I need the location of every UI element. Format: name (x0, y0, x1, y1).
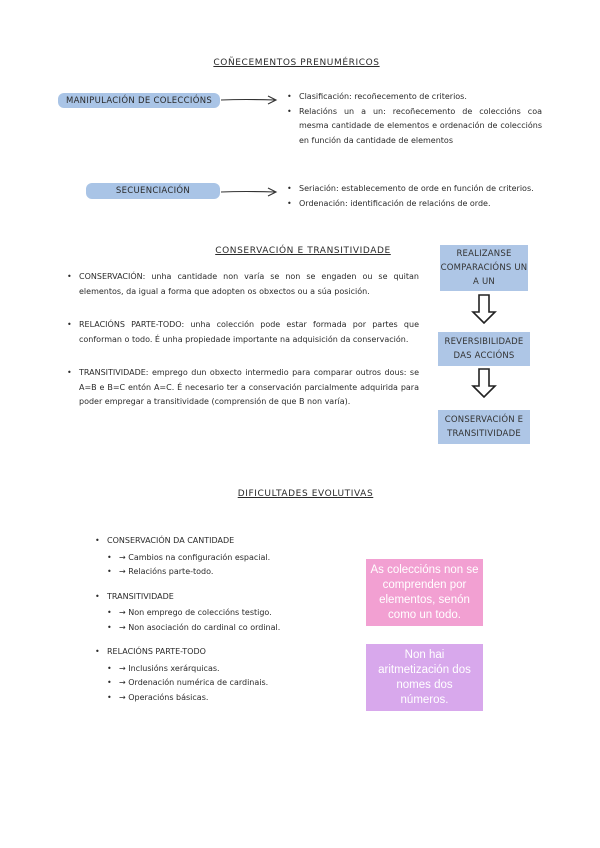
sub-item: • → Relacións parte-todo. (107, 565, 335, 580)
list-item (95, 590, 335, 636)
group-label: RELACIÓNS PARTE-TODO (107, 647, 206, 656)
section-title-dificultades: DIFICULTADES EVOLUTIVAS (237, 489, 374, 499)
label-manipulacion: MANIPULACIÓN DE COLECCIÓNS (58, 93, 220, 108)
conservacion-list (67, 270, 419, 429)
list-item: • Ordenación: identificación de relacións de orde. (287, 197, 542, 212)
note-aritmetizacion: Non hai aritmetización dos nomes dos números. (366, 644, 483, 711)
list-item: • Seriación: establecemento de orde en función de criterios. (287, 182, 542, 197)
list-item: • Relacións un a un: recoñecemento de coleccións coa mesma cantidade de elementos e ordenación de coleccións en función da cantidade de elementos (287, 105, 542, 149)
group-label: TRANSITIVIDADE (107, 591, 174, 601)
note-coleccions: As coleccións non se comprenden por elementos, senón como un todo. (366, 559, 483, 626)
flow-box-reversibilidade: REVERSIBILIDADE DAS ACCIÓNS (438, 332, 530, 366)
manipulacion-list (287, 90, 542, 148)
arrow-down-icon (471, 294, 497, 324)
dificultades-list (95, 534, 335, 709)
list-item (95, 645, 335, 705)
arrow-right-icon (220, 187, 278, 197)
label-secuenciacion: SECUENCIACIÓN (86, 183, 220, 199)
list-item: • CONSERVACIÓN: unha cantidade non varía se non se engaden ou se quitan elementos, da igual a forma que adopten os obxectos ou a súa posición. (67, 270, 419, 299)
secuenciacion-list (287, 182, 542, 211)
flow-box-comparacions: REALIZANSE COMPARACIÓNS UN A UN (440, 245, 528, 291)
list-item: • RELACIÓNS PARTE-TODO: unha colección pode estar formada por partes que conforman o todo. É unha propiedade importante na adquisición da conservación. (67, 318, 419, 347)
flow-box-conservacion: CONSERVACIÓN E TRANSITIVIDADE (438, 410, 530, 444)
list-item (95, 534, 335, 580)
sub-item: • → Non asociación do cardinal co ordinal. (107, 621, 335, 636)
list-item: • TRANSITIVIDADE: emprego dun obxecto intermedio para comparar outros dous: se A=B e B=C entón A=C. É necesario ter a conservación parcialmente adquirida para poder empregar a transitividade (comprensión de que B non varía). (67, 366, 419, 410)
sub-item: • → Operacións básicas. (107, 691, 335, 706)
arrow-right-icon (220, 95, 278, 105)
section-title-prenumericos: COÑECEMENTOS PRENUMÉRICOS (213, 58, 380, 68)
list-item: • Clasificación: recoñecemento de criterios. (287, 90, 542, 105)
sub-item: • → Inclusións xerárquicas. (107, 662, 335, 677)
sub-item: • → Ordenación numérica de cardinais. (107, 676, 335, 691)
section-title-conservacion: CONSERVACIÓN E TRANSITIVIDADE (215, 246, 391, 256)
sub-item: • → Cambios na configuración espacial. (107, 551, 335, 566)
group-label: CONSERVACIÓN DA CANTIDADE (107, 536, 235, 545)
arrow-down-icon (471, 368, 497, 398)
sub-item: • → Non emprego de coleccións testigo. (107, 606, 335, 621)
